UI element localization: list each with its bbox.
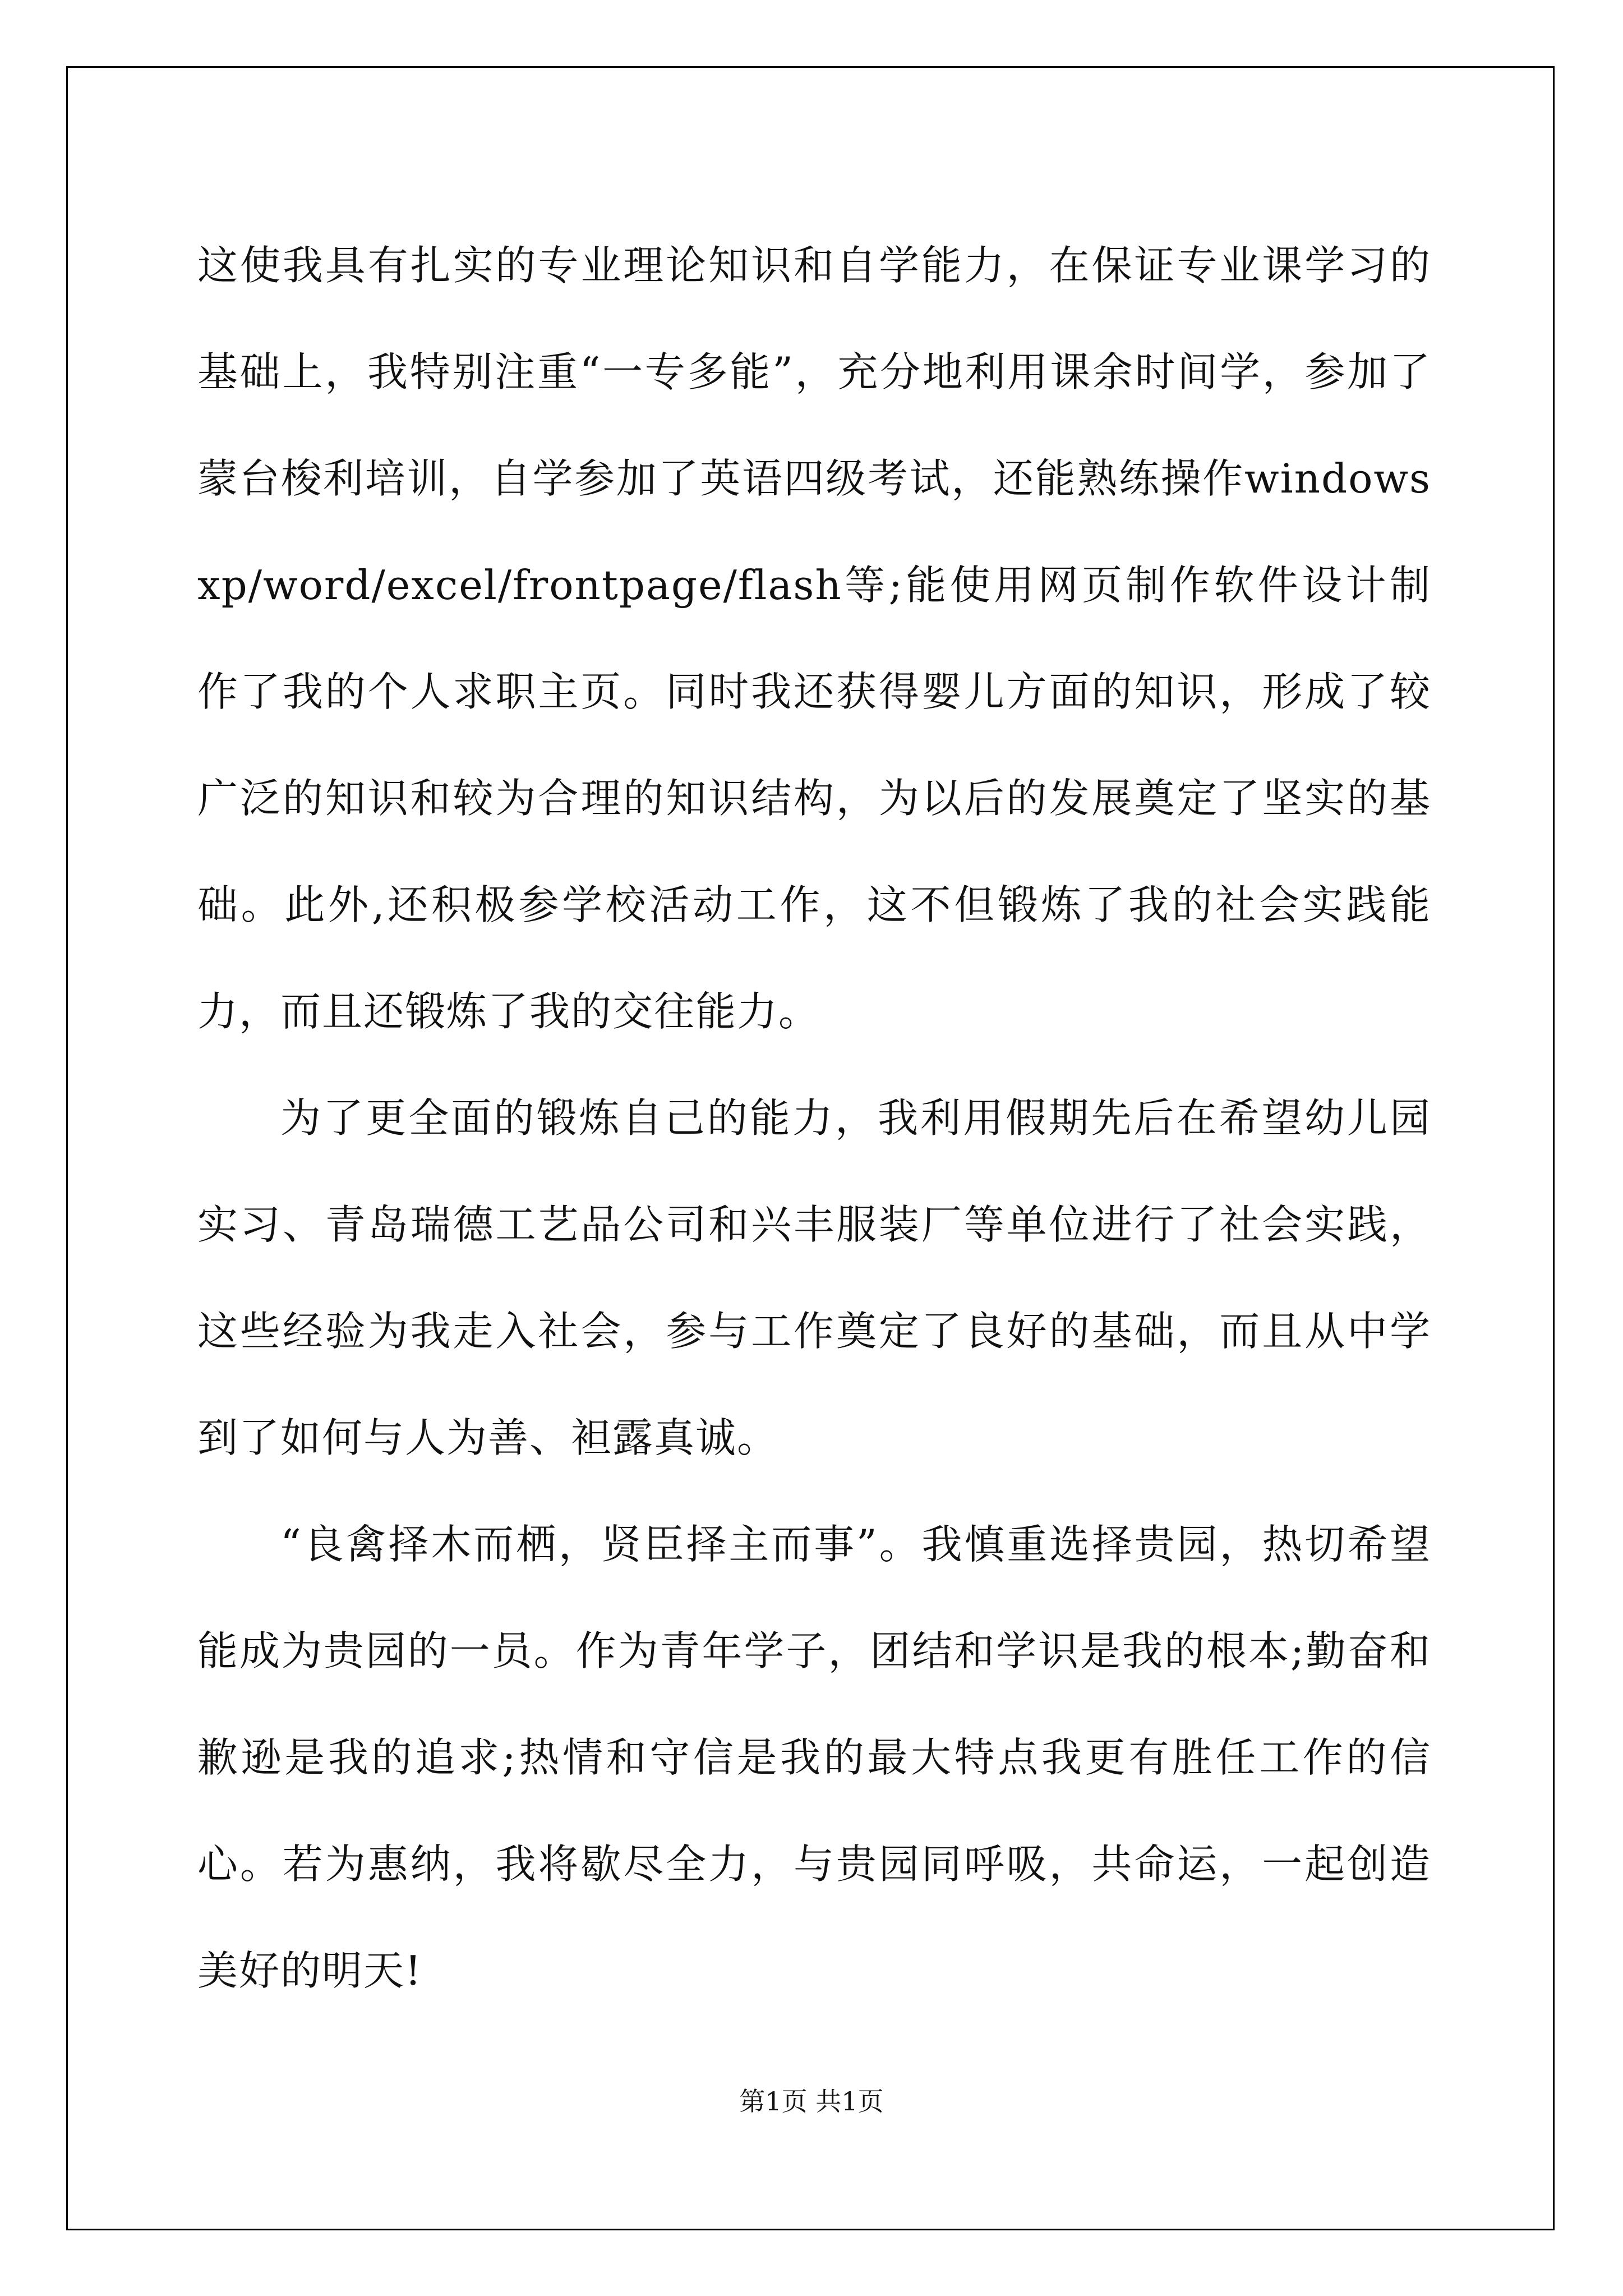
paragraph-1: 这使我具有扎实的专业理论知识和自学能力，在保证专业课学习的基础上，我特别注重“一专多能”，充分地利用课余时间学，参加了蒙台梭利培训，自学参加了英语四级考试，还能熟练操作windowsxp/word/excel/frontpage/flash等;能使用网页制作软件设计制作了我的个人求职主页。同时我还获得婴儿方面的知识，形成了较广泛的知识和较为合理的知识结构，为以后的发展奠定了坚实的基础。此外,还积极参学校活动工作，这不但锻炼了我的社会实践能力，而且还锻炼了我的交往能力。 <box>197 242 1431 1035</box>
page-number-footer: 第1页 共1页 <box>739 2086 884 2116</box>
paragraph-4 <box>197 2024 1431 2030</box>
paragraph-3: “良禽择木而栖，贤臣择主而事”。我慎重选择贵园，热切希望能成为贵园的一员。作为青年学子，团结和学识是我的根本;勤奋和歉逊是我的追求;热情和守信是我的最大特点我更有胜任工作的信心。若为惠纳，我将歇尽全力，与贵园同呼吸，共命运，一起创造美好的明天! <box>197 1521 1431 1994</box>
paragraph-2: 为了更全面的锻炼自己的能力，我利用假期先后在希望幼儿园实习、青岛瑞德工艺品公司和兴丰服装厂等单位进行了社会实践，这些经验为我走入社会，参与工作奠定了良好的基础，而且从中学到了如何与人为善、袒露真诚。 <box>197 1094 1431 1461</box>
document-body <box>197 212 1431 2030</box>
